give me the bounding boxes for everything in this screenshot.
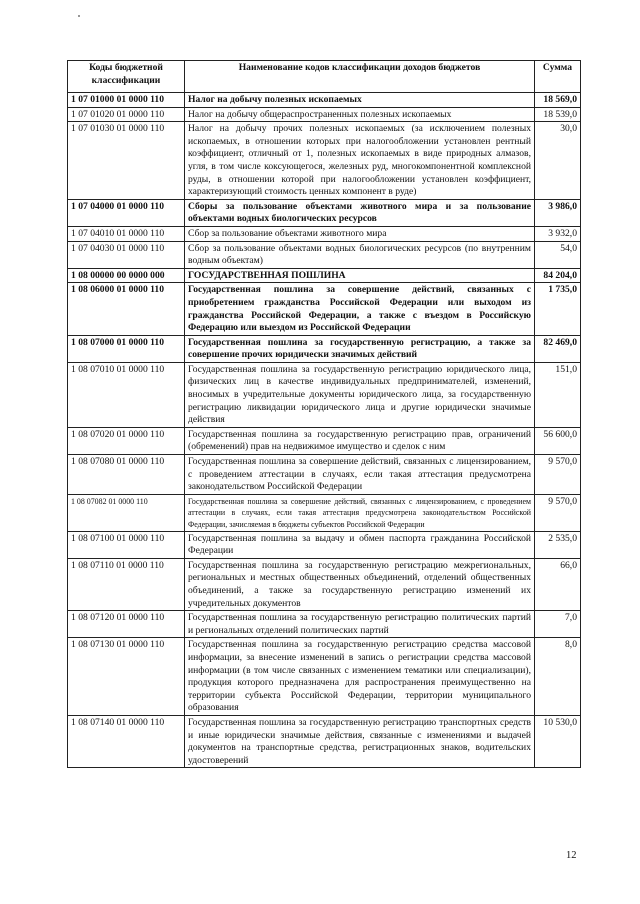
table-row xyxy=(68,226,581,241)
row-code: 1 08 07082 01 0000 110 xyxy=(68,494,185,531)
row-sum: 10 530,0 xyxy=(535,715,581,767)
row-name: Государственная пошлина за государственную регистрацию транспортных средств и иные юридически значимые действия, связанные с изменениями и выдачей документов на транспортные средства, регистрационных знаков, водительских удостоверений xyxy=(185,715,535,767)
row-sum: 2 535,0 xyxy=(535,531,581,558)
row-sum: 66,0 xyxy=(535,558,581,610)
table-row xyxy=(68,283,581,335)
row-name: Государственная пошлина за государственную регистрацию политических партий и региональных отделений политических партий xyxy=(185,611,535,638)
header-sum: Сумма xyxy=(535,61,581,93)
row-name: Государственная пошлина за государственную регистрацию межрегиональных, региональных и местных общественных объединений, отделений общественных объединений, а также за государственную регистрацию изменений их учредительных документов xyxy=(185,558,535,610)
row-sum: 56 600,0 xyxy=(535,427,581,454)
row-name: Государственная пошлина за совершение действий, связанных с приобретением гражданства Российской Федерации или выходом из гражданства Российской Федерации, а также с въездом в Российскую Федерацию или выездом из Российской Федерации xyxy=(185,283,535,335)
table-row xyxy=(68,455,581,495)
row-sum: 7,0 xyxy=(535,611,581,638)
row-code: 1 07 01000 01 0000 110 xyxy=(68,93,185,108)
table-row xyxy=(68,107,581,122)
row-sum: 18 539,0 xyxy=(535,107,581,122)
table-row xyxy=(68,93,581,108)
page-number: 12 xyxy=(566,850,577,861)
row-code: 1 07 04000 01 0000 110 xyxy=(68,199,185,226)
row-sum: 151,0 xyxy=(535,362,581,427)
row-sum: 82 469,0 xyxy=(535,335,581,362)
row-code: 1 08 07130 01 0000 110 xyxy=(68,638,185,716)
row-name: Сборы за пользование объектами животного мира и за пользование объектами водных биологических ресурсов xyxy=(185,199,535,226)
row-code: 1 07 04030 01 0000 110 xyxy=(68,241,185,268)
header-code: Коды бюджетной классификации xyxy=(68,61,185,93)
row-sum: 3 932,0 xyxy=(535,226,581,241)
row-sum: 84 204,0 xyxy=(535,268,581,283)
table-row xyxy=(68,494,581,531)
row-name: Сбор за пользование объектами животного мира xyxy=(185,226,535,241)
row-code: 1 08 00000 00 0000 000 xyxy=(68,268,185,283)
row-sum: 9 570,0 xyxy=(535,494,581,531)
row-sum: 3 986,0 xyxy=(535,199,581,226)
row-name: Государственная пошлина за совершение действий, связанных с лицензированием, с проведением аттестации в случаях, если такая аттестация предусмотрена законодательством Российской Федерации xyxy=(185,455,535,495)
row-sum: 1 735,0 xyxy=(535,283,581,335)
table-row xyxy=(68,611,581,638)
table-row xyxy=(68,241,581,268)
row-name: Государственная пошлина за государственную регистрацию, а также за совершение прочих юридически значимых действий xyxy=(185,335,535,362)
row-code: 1 08 06000 01 0000 110 xyxy=(68,283,185,335)
scan-speck xyxy=(78,15,80,17)
row-sum: 9 570,0 xyxy=(535,455,581,495)
row-code: 1 08 07110 01 0000 110 xyxy=(68,558,185,610)
row-name: Государственная пошлина за выдачу и обмен паспорта гражданина Российской Федерации xyxy=(185,531,535,558)
row-sum: 54,0 xyxy=(535,241,581,268)
row-name: Налог на добычу прочих полезных ископаемых (за исключением полезных ископаемых, в отношении которых при налогообложении установлен рентный коэффициент, отличный от 1, полезных ископаемых в виде природных алмазов, угля, в том числе коксующегося, железных руд, многокомпонентной комплексной руды, в отношении которой при налогообложении установлен коэффициент, характеризующий стоимость ценных компонент в руде) xyxy=(185,122,535,200)
table-row xyxy=(68,427,581,454)
budget-revenue-table xyxy=(67,60,581,768)
row-code: 1 07 01020 01 0000 110 xyxy=(68,107,185,122)
row-name: Государственная пошлина за государственную регистрацию прав, ограничений (обременений) прав на недвижимое имущество и сделок с ним xyxy=(185,427,535,454)
row-code: 1 08 07010 01 0000 110 xyxy=(68,362,185,427)
row-sum: 18 569,0 xyxy=(535,93,581,108)
table-row xyxy=(68,638,581,716)
header-name: Наименование кодов классификации доходов бюджетов xyxy=(185,61,535,93)
row-name: Налог на добычу полезных ископаемых xyxy=(185,93,535,108)
row-name: Государственная пошлина за государственную регистрацию средства массовой информации, за внесение изменений в запись о регистрации средства массовой информации (в том числе связанных с изменением тематики или специализации), продукция которого предназначена для распространения преимущественно на территории субъекта Российской Федерации, территории муниципального образования xyxy=(185,638,535,716)
table-row xyxy=(68,122,581,200)
row-sum: 8,0 xyxy=(535,638,581,716)
row-code: 1 07 04010 01 0000 110 xyxy=(68,226,185,241)
table-row xyxy=(68,715,581,767)
row-code: 1 08 07120 01 0000 110 xyxy=(68,611,185,638)
table-row xyxy=(68,558,581,610)
row-code: 1 07 01030 01 0000 110 xyxy=(68,122,185,200)
table-row xyxy=(68,268,581,283)
row-name: ГОСУДАРСТВЕННАЯ ПОШЛИНА xyxy=(185,268,535,283)
table-row xyxy=(68,199,581,226)
row-name: Налог на добычу общераспространенных полезных ископаемых xyxy=(185,107,535,122)
table-header xyxy=(68,61,581,93)
table-row xyxy=(68,531,581,558)
row-sum: 30,0 xyxy=(535,122,581,200)
row-name: Государственная пошлина за совершение действий, связанных с лицензированием, с проведением аттестации в случаях, если такая аттестация предусмотрена законодательством Российской Федерации, зачисляемая в бюджеты субъектов Российской Федерации xyxy=(185,494,535,531)
row-code: 1 08 07140 01 0000 110 xyxy=(68,715,185,767)
row-code: 1 08 07080 01 0000 110 xyxy=(68,455,185,495)
row-code: 1 08 07020 01 0000 110 xyxy=(68,427,185,454)
row-code: 1 08 07100 01 0000 110 xyxy=(68,531,185,558)
table-row xyxy=(68,362,581,427)
row-name: Государственная пошлина за государственную регистрацию юридического лица, физических лиц в качестве индивидуальных предпринимателей, изменений, вносимых в учредительные документы юридического лица, за государственную регистрацию ликвидации юридического лица и другие юридически значимые действия xyxy=(185,362,535,427)
row-name: Сбор за пользование объектами водных биологических ресурсов (по внутренним водным объектам) xyxy=(185,241,535,268)
table-row xyxy=(68,335,581,362)
row-code: 1 08 07000 01 0000 110 xyxy=(68,335,185,362)
